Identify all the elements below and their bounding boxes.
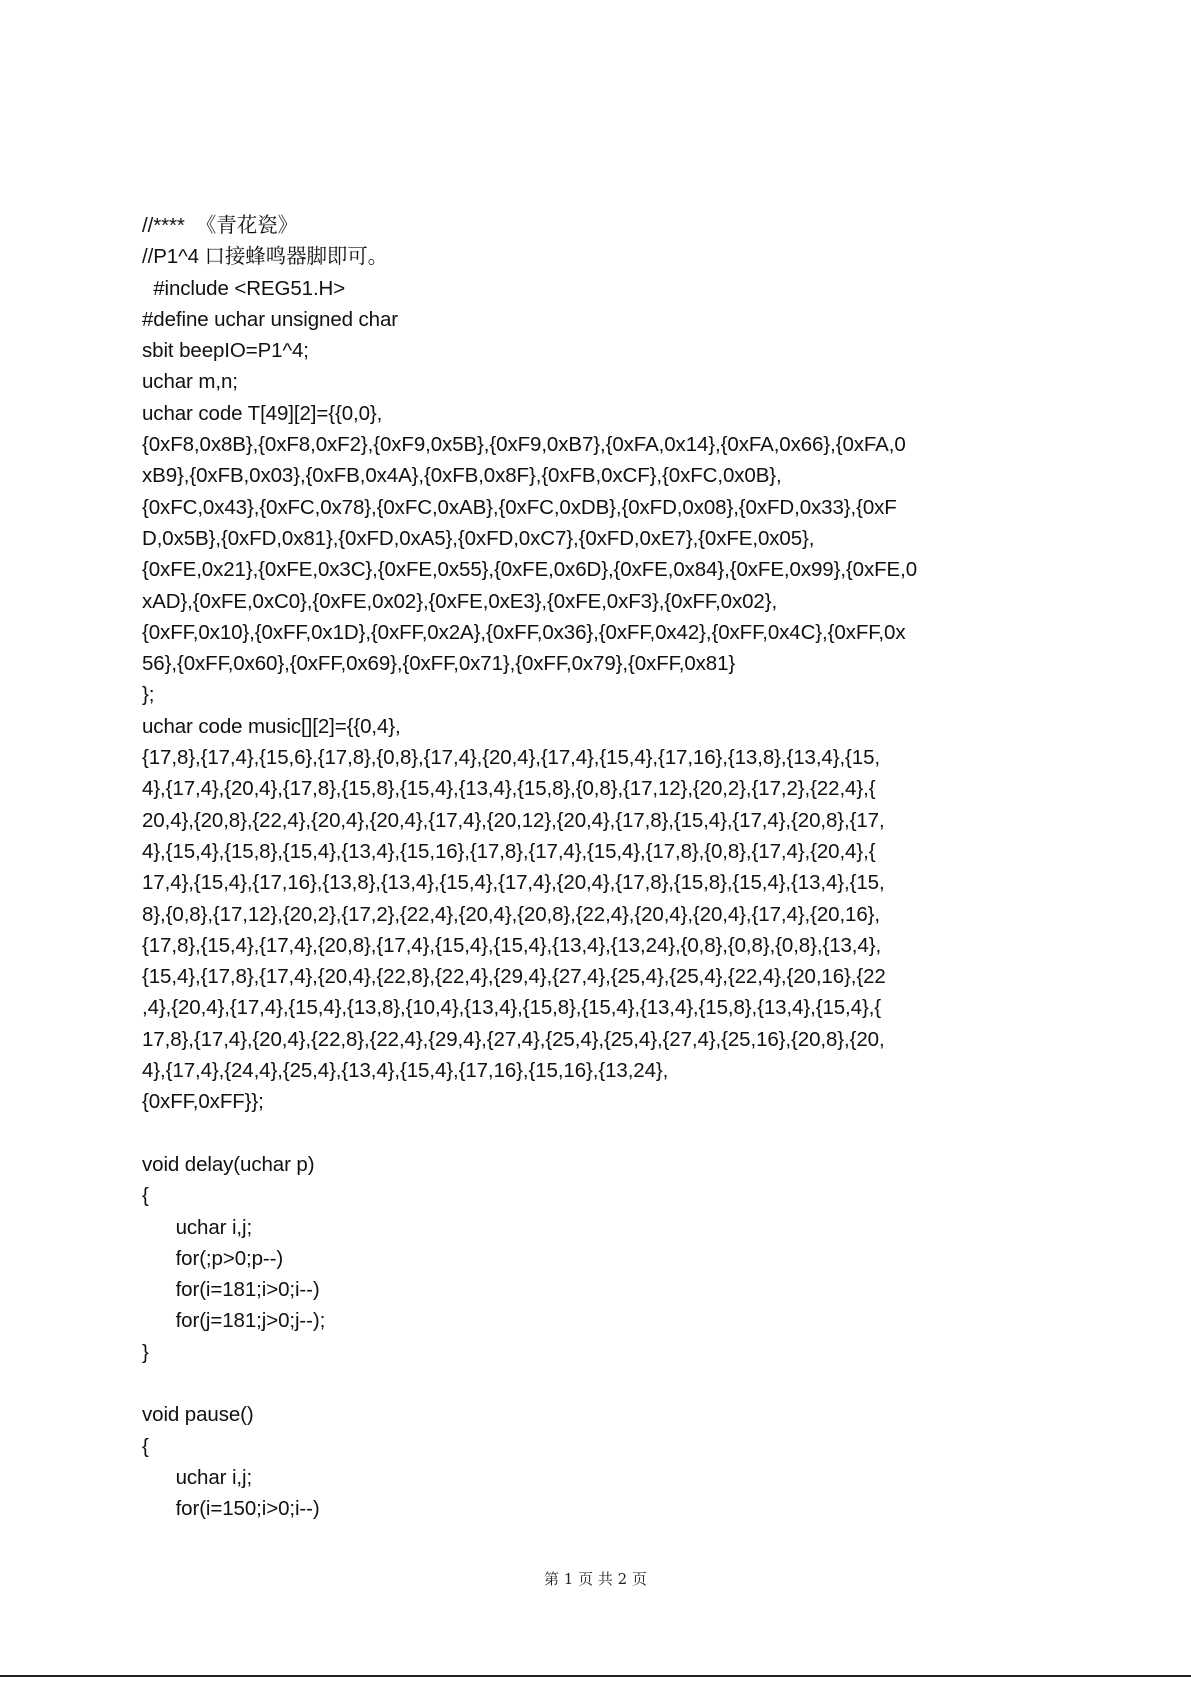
code-line: 17,4},{15,4},{17,16},{13,8},{13,4},{15,4},{17,4},{20,4},{17,8},{15,8},{15,4},{13,4},{15, <box>142 871 885 895</box>
code-line: } <box>142 1340 149 1364</box>
code-line: 8},{0,8},{17,12},{20,2},{17,2},{22,4},{20,4},{20,8},{22,4},{20,4},{20,4},{17,4},{20,16}, <box>142 902 880 926</box>
code-line: {0xFF,0x10},{0xFF,0x1D},{0xFF,0x2A},{0xFF,0x36},{0xFF,0x42},{0xFF,0x4C},{0xFF,0x <box>142 620 906 644</box>
code-line: uchar i,j; <box>142 1215 253 1239</box>
code-line: for(j=181;j>0;j--); <box>142 1309 326 1333</box>
code-line: { <box>142 1434 149 1458</box>
code-line: #define uchar unsigned char <box>142 307 399 331</box>
code-line: {0xF8,0x8B},{0xF8,0xF2},{0xF9,0x5B},{0xF9,0xB7},{0xFA,0x14},{0xFA,0x66},{0xFA,0 <box>142 433 906 457</box>
code-line: for(i=181;i>0;i--) <box>142 1278 320 1302</box>
code-line: for(i=150;i>0;i--) <box>142 1497 320 1521</box>
code-line: void pause() <box>142 1403 254 1427</box>
code-line: 56},{0xFF,0x60},{0xFF,0x69},{0xFF,0x71},{0xFF,0x79},{0xFF,0x81} <box>142 652 736 676</box>
code-line: { <box>142 1184 149 1208</box>
code-line: uchar i,j; <box>142 1465 253 1489</box>
code-line: sbit beepIO=P1^4; <box>142 339 309 363</box>
page-number: 第 1 页 共 2 页 <box>544 1570 647 1588</box>
code-line: 4},{17,4},{20,4},{17,8},{15,8},{15,4},{13,4},{15,8},{0,8},{17,12},{20,2},{17,2},{22,4},{ <box>142 777 876 801</box>
code-listing <box>142 210 1022 1524</box>
code-line: xAD},{0xFE,0xC0},{0xFE,0x02},{0xFE,0xE3},{0xFE,0xF3},{0xFF,0x02}, <box>142 589 778 613</box>
code-line: uchar code music[][2]={{0,4}, <box>142 714 401 738</box>
code-line: {0xFC,0x43},{0xFC,0x78},{0xFC,0xAB},{0xFC,0xDB},{0xFD,0x08},{0xFD,0x33},{0xF <box>142 495 897 519</box>
code-line: {0xFE,0x21},{0xFE,0x3C},{0xFE,0x55},{0xFE,0x6D},{0xFE,0x84},{0xFE,0x99},{0xFE,0 <box>142 558 918 582</box>
code-line: //**** 《青花瓷》 <box>142 214 298 237</box>
code-line: uchar code T[49][2]={{0,0}, <box>142 401 383 425</box>
code-line: D,0x5B},{0xFD,0x81},{0xFD,0xA5},{0xFD,0xC7},{0xFD,0xE7},{0xFE,0x05}, <box>142 526 815 550</box>
code-line: xB9},{0xFB,0x03},{0xFB,0x4A},{0xFB,0x8F},{0xFB,0xCF},{0xFC,0x0B}, <box>142 464 782 488</box>
code-line <box>142 1368 1022 1399</box>
code-line: uchar m,n; <box>142 370 238 394</box>
code-line: //P1^4 口接蜂鸣器脚即可。 <box>142 245 389 269</box>
code-line: 17,8},{17,4},{20,4},{22,8},{22,4},{29,4},{27,4},{25,4},{25,4},{27,4},{25,16},{20,8},{20, <box>142 1027 885 1051</box>
code-line: {0xFF,0xFF}}; <box>142 1090 264 1114</box>
code-line: #include <REG51.H> <box>142 276 346 300</box>
page-bottom-border <box>0 1675 1191 1677</box>
code-line: {15,4},{17,8},{17,4},{20,4},{22,8},{22,4},{29,4},{27,4},{25,4},{25,4},{22,4},{20,16},{22 <box>142 965 886 989</box>
code-line: 4},{15,4},{15,8},{15,4},{13,4},{15,16},{17,8},{17,4},{15,4},{17,8},{0,8},{17,4},{20,4},{ <box>142 839 876 863</box>
code-line: ,4},{20,4},{17,4},{15,4},{13,8},{10,4},{13,4},{15,8},{15,4},{13,4},{15,8},{13,4},{15,4},{ <box>142 996 882 1020</box>
code-line: 4},{17,4},{24,4},{25,4},{13,4},{15,4},{17,16},{15,16},{13,24}, <box>142 1059 669 1083</box>
code-line: for(;p>0;p--) <box>142 1246 284 1270</box>
code-line: }; <box>142 683 155 707</box>
code-line: void delay(uchar p) <box>142 1152 315 1176</box>
code-line: 20,4},{20,8},{22,4},{20,4},{20,4},{17,4},{20,12},{20,4},{17,8},{15,4},{17,4},{20,8},{17, <box>142 808 885 832</box>
code-line <box>142 1118 1022 1149</box>
code-line: {17,8},{15,4},{17,4},{20,8},{17,4},{15,4},{15,4},{13,4},{13,24},{0,8},{0,8},{0,8},{13,4}, <box>142 933 882 957</box>
code-line: {17,8},{17,4},{15,6},{17,8},{0,8},{17,4},{20,4},{17,4},{15,4},{17,16},{13,8},{13,4},{15, <box>142 746 880 770</box>
